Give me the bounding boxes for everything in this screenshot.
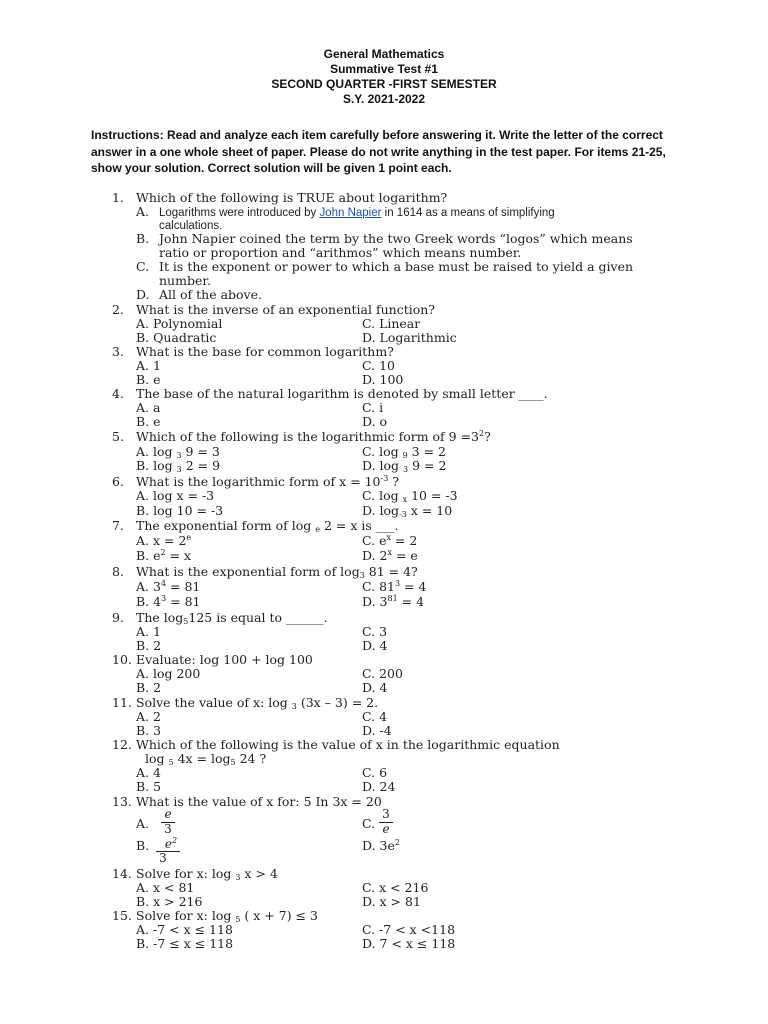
instructions: Instructions: Read and analyze each item carefully before answering it. Write the letter of the correct answer in a one whole sheet of paper. Please do not write anything in the test paper. For items 21-25, show your solution. Correct solution will be given 1 point each. bbox=[91, 128, 666, 175]
q3-number: 3. bbox=[112, 344, 124, 359]
q8-option-b: B. $4^3 = 81$ bbox=[136, 594, 201, 609]
q1-option-d-letter: D. bbox=[136, 287, 150, 302]
q6-option-d: D. $\log_{-3} x = 10$ bbox=[362, 503, 453, 519]
q1-option-b-cont: ratio or proportion and “arithmos” which means number. bbox=[159, 245, 522, 260]
q15-option-a: A. -7 < x ≤ 118 bbox=[136, 922, 233, 937]
q10-option-b: B. 2 bbox=[136, 680, 162, 695]
q3-option-c: C. 10 bbox=[362, 358, 395, 373]
q2-option-a: A. Polynomial bbox=[136, 316, 223, 331]
q6-number: 6. bbox=[112, 474, 124, 489]
q1-option-a: Logarithms were introduced by John Napier in 1614 as a means of simplifying bbox=[159, 207, 555, 219]
q11-option-b: B. 3 bbox=[136, 723, 162, 738]
q2-number: 2. bbox=[112, 302, 124, 317]
q5-option-d: D. log $_3$ 9 = 2 bbox=[362, 458, 447, 474]
q12-option-c: C. 6 bbox=[362, 765, 388, 780]
q13-option-a-numerator: e bbox=[164, 807, 172, 821]
q2-text: What is the inverse of an exponential function? bbox=[136, 302, 435, 317]
q13-option-c-letter: C. bbox=[362, 816, 376, 831]
q6-option-b: B. log 10 = -3 bbox=[136, 503, 224, 518]
q5-option-c: C. log $_9$ 3 = 2 bbox=[362, 444, 446, 460]
q1-option-b: John Napier coined the term by the two Greek words “logos” which means bbox=[159, 231, 633, 246]
q10-option-d: D. 4 bbox=[362, 680, 388, 695]
q14-option-d: D. x > 81 bbox=[362, 894, 421, 909]
q7-option-a: A. $x = 2^e$ bbox=[136, 533, 192, 548]
q8-number: 8. bbox=[112, 564, 124, 579]
q6-option-c: C. log $_x$ 10 = -3 bbox=[362, 488, 458, 504]
q9-number: 9. bbox=[112, 610, 124, 625]
q13-option-b-letter: B. bbox=[136, 838, 150, 853]
q1-option-b-letter: B. bbox=[136, 231, 150, 246]
q9-option-d: D. 4 bbox=[362, 638, 388, 653]
q11-number: 11. bbox=[112, 695, 132, 710]
q12-option-d: D. 24 bbox=[362, 779, 396, 794]
school-year: S.Y. 2021-2022 bbox=[342, 92, 426, 106]
q2-option-b: B. Quadratic bbox=[136, 330, 217, 345]
q5-number: 5. bbox=[112, 429, 124, 444]
q12-option-a: A. 4 bbox=[136, 765, 161, 780]
q13-option-d: D. $3e^2$ bbox=[362, 838, 400, 853]
q5-option-a: A. log $_3$ 9 = 3 bbox=[136, 444, 220, 460]
q10-text: Evaluate: log 100 + log 100 bbox=[136, 652, 313, 667]
test-title: Summative Test #1 bbox=[330, 62, 438, 76]
q13-text: What is the value of x for: 5 In 3x = 20 bbox=[136, 794, 382, 809]
q13-option-a-denominator: 3 bbox=[164, 822, 172, 836]
q1-option-d: All of the above. bbox=[159, 287, 262, 302]
q12-text: Which of the following is the value of x in the logarithmic equation bbox=[136, 737, 560, 752]
q4-option-c: C. i bbox=[362, 400, 384, 415]
q1-option-c: It is the exponent or power to which a base must be raised to yield a given bbox=[159, 259, 634, 274]
q13-option-b-denominator: 3 bbox=[159, 851, 167, 865]
q13-option-c-denominator: e bbox=[382, 822, 390, 836]
q15-option-c: C. -7 < x <118 bbox=[362, 922, 456, 937]
q10-option-a: A. log 200 bbox=[136, 666, 201, 681]
q4-number: 4. bbox=[112, 386, 124, 401]
q1-number: 1. bbox=[112, 190, 124, 205]
q1-option-c-letter: C. bbox=[136, 259, 150, 274]
q11-option-d: D. -4 bbox=[362, 723, 392, 738]
q14-option-c: C. x < 216 bbox=[362, 880, 429, 895]
q1-text: Which of the following is TRUE about logarithm? bbox=[136, 190, 448, 205]
q15-option-b: B. -7 ≤ x ≤ 118 bbox=[136, 936, 234, 951]
q5-text: Which of the following is the logarithmic form of $9 =3^2$? bbox=[136, 429, 491, 444]
q7-option-c: C. $e^x = 2$ bbox=[362, 533, 418, 548]
q7-text: The exponential form of log $_e$ 2 = x is ___. bbox=[136, 518, 399, 534]
q13-option-a-letter: A. bbox=[136, 816, 150, 831]
q3-option-d: D. 100 bbox=[362, 372, 404, 387]
q13-number: 13. bbox=[112, 794, 132, 809]
q14-text: Solve for x: log $_3$ x > 4 bbox=[136, 866, 278, 882]
q3-text: What is the base for common logarithm? bbox=[136, 344, 394, 359]
q1-option-c-cont: number. bbox=[159, 273, 211, 288]
q7-option-b: B. $e^2 = x$ bbox=[136, 548, 192, 563]
q14-option-a: A. x < 81 bbox=[136, 880, 195, 895]
q10-option-c: C. 200 bbox=[362, 666, 403, 681]
q12-number: 12. bbox=[112, 737, 132, 752]
q11-option-a: A. 2 bbox=[136, 709, 161, 724]
q8-option-c: C. $81^3 = 4$ bbox=[362, 579, 427, 594]
q4-text: The base of the natural logarithm is denoted by small letter ____. bbox=[136, 386, 548, 401]
q9-option-c: C. 3 bbox=[362, 624, 388, 639]
q1-option-a-cont: calculations. bbox=[159, 220, 223, 232]
q15-number: 15. bbox=[112, 908, 132, 923]
q4-option-d: D. o bbox=[362, 414, 388, 429]
q4-option-b: B. e bbox=[136, 414, 161, 429]
q8-option-d: D. $3^{81} = 4$ bbox=[362, 594, 425, 609]
q14-number: 14. bbox=[112, 866, 132, 881]
q1-option-a-letter: A. bbox=[136, 204, 150, 219]
test-header bbox=[0, 47, 768, 107]
q9-option-a: A. 1 bbox=[136, 624, 161, 639]
q15-option-d: D. 7 < x ≤ 118 bbox=[362, 936, 456, 951]
q7-number: 7. bbox=[112, 518, 124, 533]
q5-option-b: B. log $_3$ 2 = 9 bbox=[136, 458, 221, 474]
q7-option-d: D. $2^x = e$ bbox=[362, 548, 418, 563]
q3-option-a: A. 1 bbox=[136, 358, 161, 373]
quarter-title: SECOND QUARTER -FIRST SEMESTER bbox=[271, 77, 497, 91]
q12-equation: log $_5$ $4x = \log_5 24$ ? bbox=[145, 751, 267, 767]
john-napier-link[interactable]: John Napier bbox=[319, 207, 382, 219]
q8-text: What is the exponential form of $\log_3 81 = 4$? bbox=[136, 564, 418, 580]
q15-text: Solve for x: log $_5$ ( x + 7) ≤ 3 bbox=[136, 908, 318, 924]
q2-option-d: D. Logarithmic bbox=[362, 330, 457, 345]
subject-title: General Mathematics bbox=[323, 47, 445, 61]
q6-text: What is the logarithmic form of $x = 10^{-3}$ ? bbox=[136, 474, 399, 489]
q14-option-b: B. x > 216 bbox=[136, 894, 203, 909]
q3-option-b: B. e bbox=[136, 372, 161, 387]
q12-option-b: B. 5 bbox=[136, 779, 162, 794]
q10-number: 10. bbox=[112, 652, 132, 667]
q4-option-a: A. a bbox=[136, 400, 161, 415]
q9-option-b: B. 2 bbox=[136, 638, 162, 653]
q8-option-a: A. $3^4 = 81$ bbox=[136, 579, 201, 594]
q11-option-c: C. 4 bbox=[362, 709, 388, 724]
q2-option-c: C. Linear bbox=[362, 316, 421, 331]
q13-option-c-numerator: 3 bbox=[382, 807, 390, 821]
q6-option-a: A. log x = -3 bbox=[136, 488, 215, 503]
q13-option-b-numerator: $e^2$ bbox=[164, 836, 178, 851]
q11-text: Solve the value of x: log $_3$ (3x – 3) = 2. bbox=[136, 695, 379, 711]
q9-text: The $\log_5125$ is equal to ______. bbox=[136, 610, 328, 626]
